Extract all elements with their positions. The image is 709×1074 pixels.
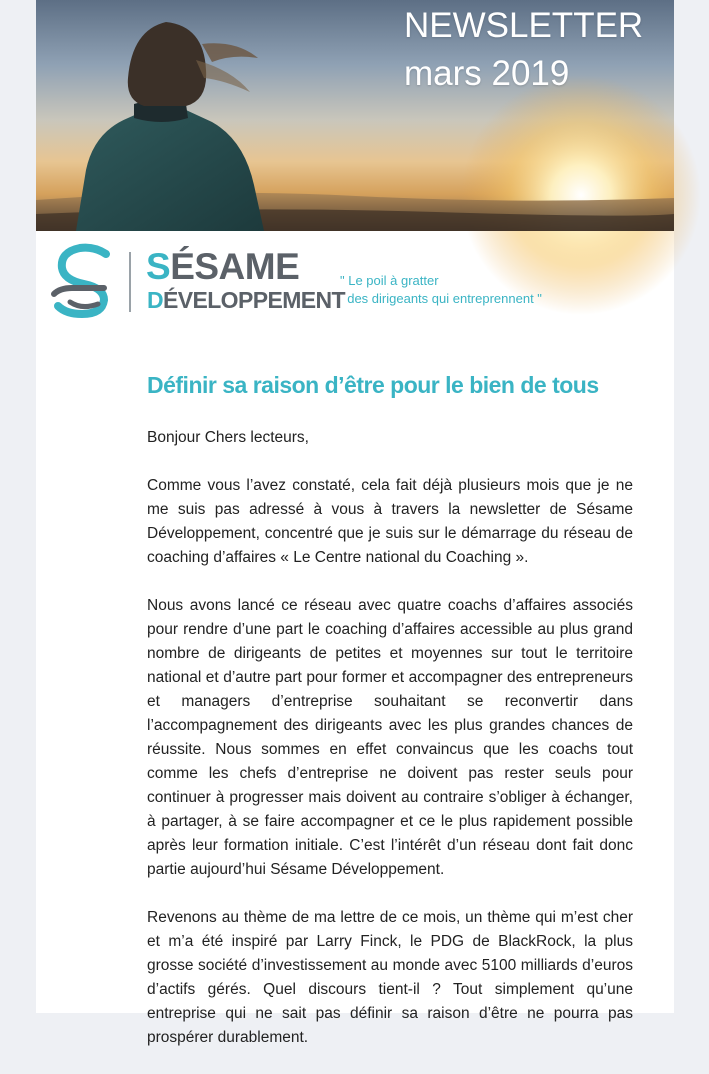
- article-paragraph: Bonjour Chers lecteurs,: [147, 429, 309, 446]
- brand-name: [146, 248, 299, 286]
- article-paragraph: Revenons au thème de ma lettre de ce mois, un thème qui m’est cher et m’a été inspiré par Larry Finck, le PDG de BlackRock, la plus grosse société d’investissement au monde avec 5100 milliards d’euros d’actifs gérés. Quel discours tient-il ? Tout simplement qu’une entreprise qui ne sait pas définir sa raison d’être ne pourra pas prospérer durablement.: [147, 909, 633, 1046]
- brand-name-rest: ÉSAME: [170, 246, 300, 287]
- article-content: [147, 370, 633, 1074]
- sesame-logo-icon: [50, 244, 120, 320]
- brand-divider: [129, 252, 131, 312]
- newsletter-page: [36, 0, 674, 1046]
- article-paragraph: Comme vous l’avez constaté, cela fait déjà plusieurs mois que je ne me suis pas adressé à vous à travers la newsletter de Sésame Développement, concentré que je suis sur le démarrage du réseau de coaching d’affaires « Le Centre national du Coaching ».: [147, 477, 633, 566]
- hero-title: [404, 2, 643, 98]
- brand-header: [50, 244, 610, 320]
- brand-name-initial: S: [146, 246, 171, 287]
- issue-date: mars 2019: [404, 54, 570, 93]
- hero-banner: [36, 0, 674, 231]
- article-title: Définir sa raison d’être pour le bien de tous: [147, 372, 599, 398]
- article-paragraph: Nous avons lancé ce réseau avec quatre coachs d’affaires associés pour rendre d’une part le coaching d’affaires accessible au plus grand nombre de dirigeants de petites et moyennes sur tout le territoire national et d’autre part pour former et accompagner des entrepreneurs et managers d’entreprise souhaitant se reconvertir dans l’accompagnement des dirigeants avec les plus grandes chances de réussite. Nous sommes en effet convaincus que les coachs tout comme les chefs d’entreprise ne doivent pas rester seuls pour continuer à progresser mais doivent au contraire s’obliger à échanger, à partager, à se faire accompagner et ce le plus rapidement possible après leur formation initiale. C’est l’intérêt d’un réseau dont fait donc partie aujourd’hui Sésame Développement.: [147, 597, 633, 878]
- brand-sub-rest: ÉVELOPPEMENT: [163, 287, 345, 313]
- brand-tagline: " Le poil à gratter des dirigeants qui entreprennent ": [340, 273, 542, 306]
- newsletter-label: NEWSLETTER: [404, 6, 644, 45]
- brand-sub-initial: D: [147, 287, 164, 313]
- brand-subtitle: [147, 287, 345, 313]
